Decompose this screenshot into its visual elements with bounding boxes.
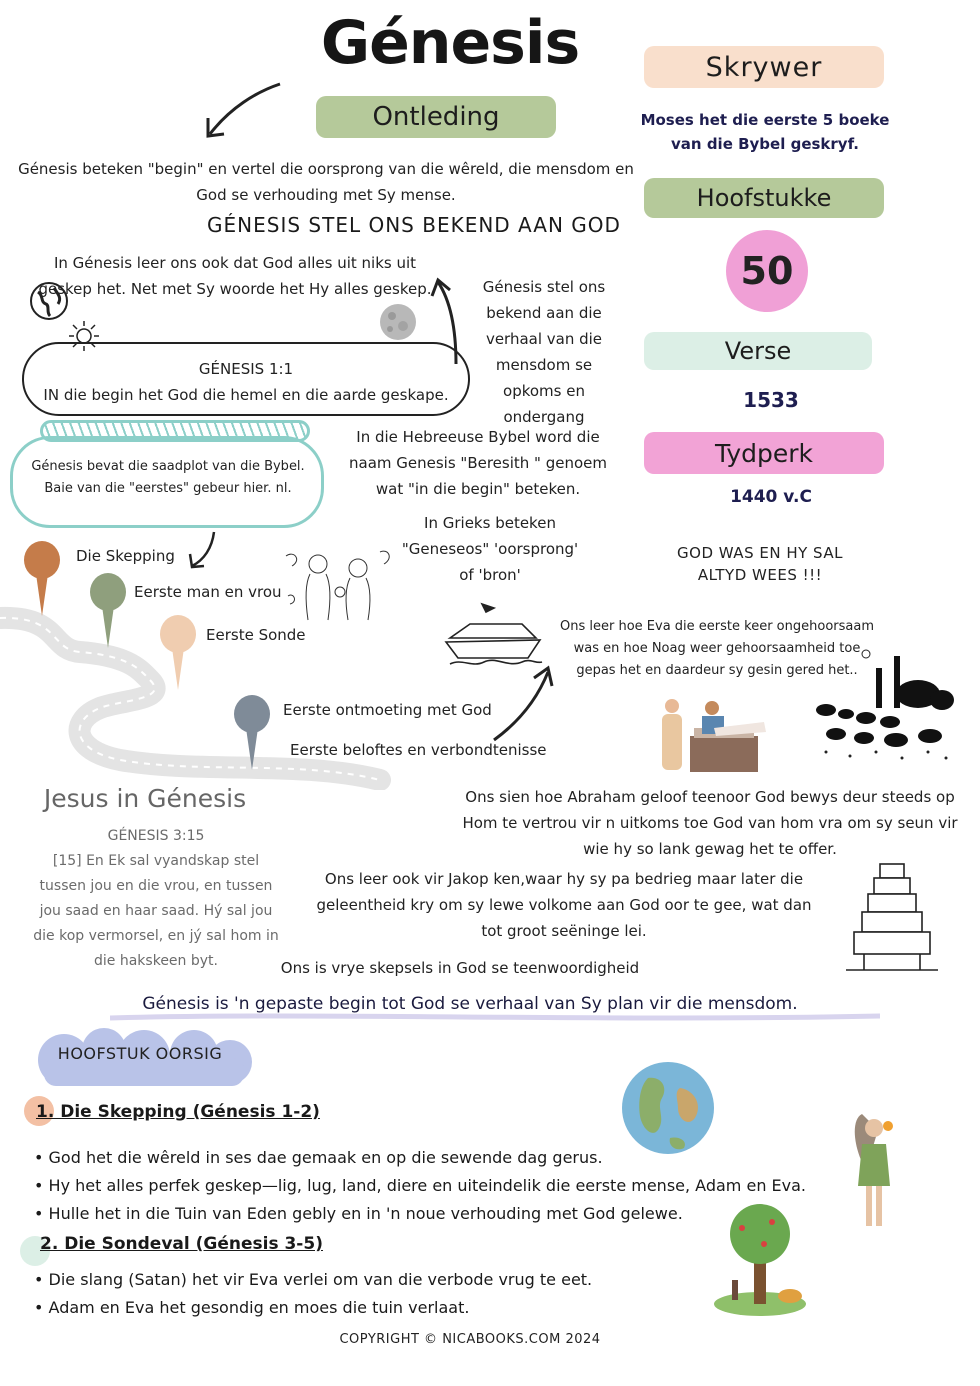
- stel-heading: GÉNESIS STEL ONS BEKEND AAN GOD: [207, 213, 621, 237]
- section-2-list: [34, 1266, 714, 1322]
- skrywer-text: Moses het die eerste 5 boeke van die Bybel geskryf.: [640, 111, 890, 153]
- diagonal-arrow-icon: [488, 664, 558, 744]
- saadplot-text: Génesis bevat die saadplot van die Bybel. Baie van die "eerstes" gebeur hier. nl.: [31, 459, 305, 496]
- bekend-text: Génesis stel ons bekend aan die verhaal van die mensdom se opkoms en ondergang: [482, 278, 606, 426]
- jakop-text: Ons leer ook vir Jakop ken,waar hy sy pa bedrieg maar later die geleentheid kry om sy lewe volkome aan God oor te gee, wat dan tot groot seëninge lei.: [316, 870, 812, 940]
- verse-label: Verse: [644, 332, 872, 370]
- genesis-1-1-text: IN die begin het God die hemel en die aarde geskape.: [43, 386, 449, 404]
- milestone-label: Eerste beloftes en verbondtenisse: [290, 741, 547, 759]
- page-title: Génesis: [320, 8, 580, 78]
- plan-text: Génesis is 'n gepaste begin tot God se verhaal van Sy plan vir die mensdom.: [142, 994, 798, 1014]
- pin-icon: [22, 540, 62, 618]
- tydperk-label: Tydperk: [644, 432, 884, 474]
- abraham-sacrifice-icon: [654, 692, 772, 776]
- jesus-ref: GÉNESIS 3:15: [107, 828, 205, 844]
- grieks-text: In Grieks beteken "Geneseos" 'oorsprong' of 'bron': [401, 514, 579, 584]
- tydperk-value: 1440 v.C: [730, 487, 812, 507]
- hebreeus-text: In die Hebreeuse Bybel word die naam Genesis "Beresith " genoem wat "in die begin" beteken.: [349, 428, 607, 498]
- leer-text: In Génesis leer ons ook dat God alles uit niks uit geskep het. Net met Sy woorde het Hy alles geskep.: [38, 254, 432, 298]
- milestone-label: Die Skepping: [76, 547, 175, 565]
- abraham-text: Ons sien hoe Abraham geloof teenoor God bewys deur steeds op Hom te vertrou vir n uitkoms toe God van hom vra om sy seun vir wie hy so lank gewag het te offer.: [462, 788, 958, 858]
- list-item: • Hy het alles perfek geskep—lig, lug, land, diere en uiteindelik die eerste mense, Adam en Eva.: [34, 1176, 807, 1195]
- ontleding-label: Ontleding: [316, 96, 556, 138]
- animals-icon: [806, 648, 956, 762]
- section-1-title: 1. Die Skepping (Génesis 1-2): [36, 1102, 320, 1122]
- eve-icon: [848, 1110, 898, 1230]
- hoofstukke-label: Hoofstukke: [644, 178, 884, 218]
- pin-icon: [158, 614, 198, 692]
- moon-icon: [378, 302, 418, 342]
- vrye-text: Ons is vrye skepsels in God se teenwoordigheid: [280, 959, 640, 977]
- list-item: • God het die wêreld in ses dae gemaak en op die sewende dag gerus.: [34, 1148, 603, 1167]
- pin-icon: [88, 572, 128, 650]
- tower-icon: [844, 858, 940, 974]
- list-item: • Adam en Eva het gesondig en moes die tuin verlaat.: [34, 1298, 470, 1317]
- genesis-1-1-ref: GÉNESIS 1:1: [198, 360, 294, 378]
- jesus-text: [15] En Ek sal vyandskap stel tussen jou en die vrou, en tussen jou saad en haar saad. Hý sal jou die kop vermorsel, en jý sal hom in die hakskeen byt.: [33, 853, 279, 969]
- pin-icon: [232, 694, 272, 772]
- intro-text: Génesis beteken "begin" en vertel die oorsprong van die wêreld, die mensdom en God se verhouding met Sy mense.: [18, 160, 634, 204]
- jesus-title: Jesus in Génesis: [43, 784, 247, 813]
- section-2-title: 2. Die Sondeval (Génesis 3-5): [40, 1234, 323, 1254]
- earth-icon: [618, 1058, 718, 1158]
- milestone-label: Eerste man en vrou: [134, 583, 282, 601]
- copyright: COPYRIGHT © NICABOOKS.COM 2024: [339, 1332, 601, 1347]
- jesus-block: [30, 824, 282, 974]
- curved-arrow-icon: [196, 78, 286, 144]
- god-was-text: GOD WAS EN HY SAL ALTYD WEES !!!: [677, 544, 843, 584]
- adam-eve-sketch-icon: [284, 546, 396, 622]
- verse-value: 1533: [743, 388, 799, 412]
- tree-icon: [712, 1200, 808, 1318]
- milestone-label: Eerste Sonde: [206, 626, 306, 644]
- noag-text: Ons leer hoe Eva die eerste keer ongehoorsaam was en hoe Noag weer gehoorsaamheid toe gepas het en daardeur sy gesin gered het..: [560, 619, 874, 678]
- milestone-label: Eerste ontmoeting met God: [283, 701, 492, 719]
- skrywer-label: Skrywer: [644, 46, 884, 88]
- genesis-1-1: [22, 356, 470, 408]
- oorsig-label: HOOFSTUK OORSIG: [57, 1044, 223, 1063]
- hoofstukke-value: 50: [726, 230, 808, 312]
- list-item: • Die slang (Satan) het vir Eva verlei om van die verbode vrug te eet.: [34, 1270, 593, 1289]
- ark-icon: [442, 598, 544, 670]
- list-item: • Hulle het in die Tuin van Eden gebly en in 'n noue verhouding met God gelewe.: [34, 1204, 683, 1223]
